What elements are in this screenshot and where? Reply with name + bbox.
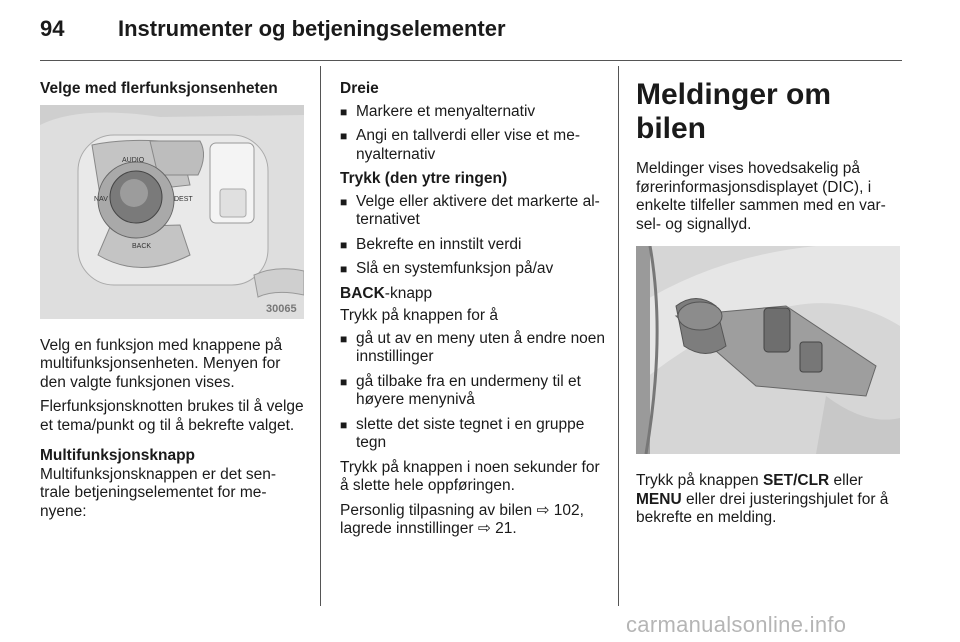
nav-label: NAV [94, 195, 108, 203]
bullet-icon: ■ [340, 129, 348, 143]
arrow-icon: ⇨ [536, 501, 550, 519]
bullet-list [340, 330, 606, 453]
column-1 [40, 80, 306, 527]
page-link[interactable]: 21. [495, 520, 517, 537]
list-item: ■ gå tilbake fra en undermeny til et høyere menynivå [340, 372, 581, 408]
section-heading: Meldinger om bilen [636, 78, 832, 145]
paragraph: Meldinger vises hovedsakelig på førerinformasjonsdisplayet (DIC), i enkelte tilfeller sammen med en var-sel- og signallyd. [636, 160, 886, 233]
list-item: ■ slette det siste tegnet i en gruppe tegn [340, 415, 585, 451]
list-item: ■ Markere et menyalternativ [340, 102, 536, 120]
page-number: 94 [40, 16, 65, 41]
section-heading: Velge med flerfunksjonsenheten [40, 80, 278, 97]
bullet-icon: ■ [340, 417, 348, 432]
page-link[interactable]: 102, [553, 501, 584, 519]
bullet-icon: ■ [340, 194, 348, 209]
menu-button-label: MENU [636, 490, 682, 508]
back-button-heading: BACK-knapp [340, 284, 433, 302]
bullet-icon: ■ [340, 104, 348, 119]
paragraph: Velg en funksjon med knappene på multifunksjonsenheten. Menyen for den valgte funksjonen vises. [40, 336, 283, 391]
cross-reference-paragraph: Personlig tilpasning av bilen ⇨ 102, lagrede innstillinger ⇨ 21. [340, 501, 584, 537]
steering-column-lever-image [636, 246, 900, 454]
subheading: Dreie [340, 80, 379, 97]
bullet-list [340, 193, 606, 279]
column-divider-1 [320, 66, 321, 606]
back-label: BACK [132, 242, 152, 250]
bullet-list [340, 103, 606, 165]
bullet-icon: ■ [340, 374, 348, 389]
paragraph: Flerfunksjonsknotten brukes til å velge et tema/punkt og til å bekrefte valget. [40, 398, 304, 434]
audio-label: AUDIO [122, 156, 145, 164]
page-title: Instrumenter og betjeningselementer [118, 16, 506, 41]
arrow-icon: ⇨ [477, 520, 491, 537]
bullet-icon: ■ [340, 237, 348, 252]
header-rule [40, 60, 902, 61]
paragraph: Multifunksjonsknappen er det sen-trale betjeningselementet for me-nyene: [40, 465, 277, 520]
watermark[interactable]: carmanualsonline.info [626, 612, 847, 637]
image-code: 30065 [266, 302, 297, 315]
column-divider-2 [618, 66, 619, 606]
list-item: ■ Angi en tallverdi eller vise et me-nyalternativ [340, 127, 580, 163]
list-item: ■ Bekrefte en innstilt verdi [340, 235, 522, 253]
subheading: Multifunksjonsknapp [40, 447, 195, 464]
list-item: ■ Velge eller aktivere det markerte al-ternativet [340, 192, 600, 228]
subheading: Trykk (den ytre ringen) [340, 170, 508, 187]
list-item: ■ gå ut av en meny uten å endre noen innstillinger [340, 329, 606, 365]
paragraph: Trykk på knappen SET/CLR eller MENU eller drei justeringshjulet for å bekrefte en melding. [636, 472, 889, 526]
bullet-icon: ■ [340, 262, 348, 276]
column-3 [636, 78, 904, 534]
dest-label: DEST [174, 195, 193, 203]
column-2 [340, 80, 606, 545]
paragraph: Trykk på knappen for å [340, 307, 498, 324]
list-item: ■ Slå en systemfunksjon på/av [340, 260, 554, 277]
set-clr-button-label: SET/CLR [762, 472, 830, 489]
paragraph: Trykk på knappen i noen sekunder for å slette hele oppføringen. [340, 458, 600, 494]
multifunction-unit-image [40, 105, 304, 319]
bullet-icon: ■ [340, 331, 348, 346]
